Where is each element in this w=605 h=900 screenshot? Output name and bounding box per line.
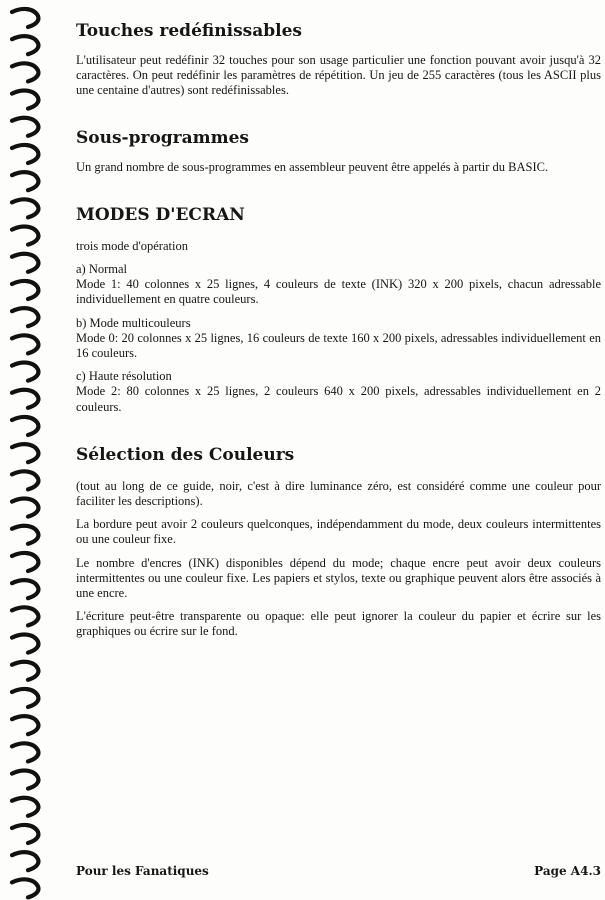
binding-hook: [12, 635, 38, 653]
mode-label: b) Mode multicouleurs: [76, 315, 191, 330]
binding-hook: [12, 63, 38, 81]
binding-hook: [12, 36, 38, 54]
mode-item: [76, 369, 601, 415]
section-selection-couleurs: [76, 444, 601, 640]
binding-hook: [12, 798, 38, 816]
mode-item: [76, 316, 601, 362]
binding-hook: [12, 879, 38, 897]
binding-hook: [12, 254, 38, 272]
mode-label: a) Normal: [76, 262, 128, 277]
binding-hook: [12, 771, 38, 789]
binding-hook: [12, 308, 38, 326]
mode-description: Mode 1: 40 colonnes x 25 lignes, 4 couleurs de texte (INK) 320 x 200 pixels, chacun adressable individuellement en quatre couleurs.: [76, 277, 601, 307]
paragraph: (tout au long de ce guide, noir, c'est à dire luminance zéro, est considéré comme une couleur pour faciliter les descriptions).: [76, 478, 601, 509]
section-title: Sélection des Couleurs: [76, 444, 295, 465]
page-number: Page A4.3: [534, 864, 601, 878]
binding-hook: [12, 335, 38, 353]
binding-hook: [12, 199, 38, 217]
binding-hook: [12, 526, 38, 544]
paragraph: La bordure peut avoir 2 couleurs quelconques, indépendamment du mode, deux couleurs intermittentes ou une couleur fixe.: [76, 517, 601, 547]
binding-hook: [12, 118, 38, 136]
binding-hook: [12, 390, 38, 408]
page-content: [76, 20, 601, 640]
paragraph: trois mode d'opération: [76, 238, 188, 253]
binding-hook: [12, 689, 38, 707]
section-sous-programmes: [76, 127, 601, 175]
section-title: MODES D'ECRAN: [76, 204, 245, 225]
binding-hook: [12, 607, 38, 625]
footer-book-title: Pour les Fanatiques: [76, 864, 209, 878]
binding-hook: [12, 91, 38, 109]
binding-hook: [12, 471, 38, 489]
binding-hook: [12, 444, 38, 462]
binding-hook: [12, 662, 38, 680]
binding-hook: [12, 417, 38, 435]
binding-hook: [12, 580, 38, 598]
binding-hook: [12, 227, 38, 245]
page-footer: [76, 864, 601, 878]
binding-hook: [12, 716, 38, 734]
section-touches-redefinissables: [76, 20, 601, 99]
binding-hook: [12, 172, 38, 190]
binding-hook: [12, 9, 38, 27]
binding-hook: [12, 743, 38, 761]
section-modes-ecran: [76, 204, 601, 415]
binding-hook: [12, 281, 38, 299]
paragraph: L'écriture peut-être transparente ou opaque: elle peut ignorer la couleur du papier et écrire sur les graphiques ou écrire sur le fond.: [76, 609, 601, 639]
paragraph: Le nombre d'encres (INK) disponibles dépend du mode; chaque encre peut avoir deux couleurs intermittentes ou une couleur fixe. Les papiers et stylos, texte ou graphique peuvent alors être associés à une encre.: [76, 555, 601, 601]
paragraph: Un grand nombre de sous-programmes en assembleur peuvent être appelés à partir du BASIC.: [76, 159, 549, 174]
mode-description: Mode 2: 80 colonnes x 25 lignes, 2 couleurs 640 x 200 pixels, adressables individuellement en 2 couleurs.: [76, 384, 601, 414]
spiral-binding: [0, 0, 60, 900]
section-title: Touches redéfinissables: [76, 21, 302, 41]
binding-hook: [12, 553, 38, 571]
binding-hook: [12, 499, 38, 517]
mode-description: Mode 0: 20 colonnes x 25 lignes, 16 couleurs de texte 160 x 200 pixels, adressables individuellement en 16 couleurs.: [76, 330, 601, 361]
binding-hook: [12, 852, 38, 870]
binding-hook: [12, 363, 38, 381]
mode-label: c) Haute résolution: [76, 369, 172, 384]
binding-hook: [12, 825, 38, 843]
paragraph: L'utilisateur peut redéfinir 32 touches pour son usage particulier une fonction pouvant avoir jusqu'à 32 caractères. On peut redéfinir les paramètres de répétition. Un jeu de 255 caractères (tous les ASCII plus une centaine d'autres) sont redéfinissables.: [76, 53, 601, 98]
binding-hook: [12, 145, 38, 163]
mode-item: [76, 262, 601, 308]
section-title: Sous-programmes: [76, 127, 250, 148]
